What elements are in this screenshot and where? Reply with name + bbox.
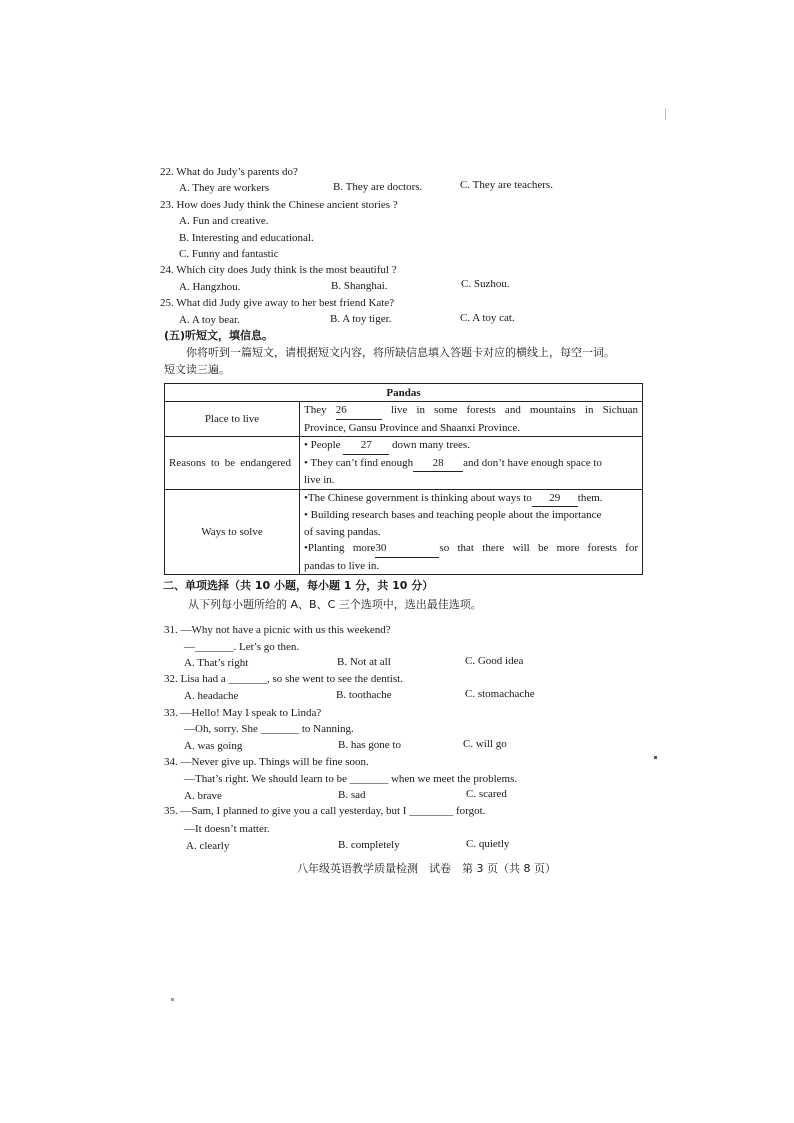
option-b: B. toothache (336, 689, 392, 701)
option-c: C. Suzhou. (461, 278, 510, 290)
option-c: C. Funny and fantastic (179, 248, 279, 260)
question-stem: 24. Which city does Judy think is the most beautiful ? (160, 264, 397, 276)
row-content (300, 489, 643, 575)
section-instruction: 短文读三遍。 (164, 363, 230, 376)
text-line: of saving pandas. (304, 525, 381, 538)
scan-speck (665, 108, 666, 120)
option-c: C. stomachache (465, 688, 535, 700)
option-c: C. will go (463, 738, 507, 750)
text-after: so that there will be more forests for (439, 542, 638, 554)
table-row (165, 402, 643, 437)
section-instruction: 从下列每小题所给的 A、B、C 三个选项中，选出最佳选项。 (188, 598, 482, 611)
option-c: C. They are teachers. (460, 179, 553, 191)
text-line: Province, Gansu Province and Shaanxi Province. (304, 421, 520, 434)
section-title: 二、单项选择（共 10 小题，每小题 1 分，共 10 分） (163, 579, 434, 592)
option-a: A. brave (184, 790, 222, 802)
text-before: •Planting more (304, 542, 376, 554)
option-a: A. was going (184, 740, 243, 752)
table-row (165, 489, 643, 575)
row-content (300, 437, 643, 490)
text-before: •The Chinese government is thinking about ways to (304, 491, 532, 504)
option-c: C. Good idea (465, 655, 524, 667)
question-stem: 25. What did Judy give away to her best friend Kate? (160, 297, 395, 309)
blank-30: 30 (375, 540, 439, 558)
option-c: C. quietly (466, 838, 510, 850)
option-b: B. They are doctors. (333, 181, 423, 193)
option-a: A. clearly (186, 840, 230, 852)
question-stem: 34. —Never give up. Things will be fine soon. (164, 756, 369, 768)
option-a: A. That’s right (184, 657, 249, 669)
option-a: A. Fun and creative. (179, 215, 269, 227)
option-a: A. headache (184, 690, 239, 702)
page-footer: 八年级英语教学质量检测 试卷 第 3 页（共 8 页） (297, 862, 556, 875)
text-after: them. (577, 491, 603, 504)
text-after: down many trees. (392, 439, 470, 451)
blank-29: 29 (532, 490, 578, 508)
option-b: B. Interesting and educational. (179, 232, 314, 244)
option-c: C. scared (466, 788, 507, 800)
option-b: B. A toy tiger. (330, 313, 392, 325)
table-heading: Pandas (165, 384, 643, 402)
option-a: A. Hangzhou. (179, 281, 241, 293)
section-title: (五)听短文，填信息。 (164, 329, 274, 342)
text-before: • People (304, 439, 341, 451)
row-content (300, 402, 643, 437)
question-stem: 35. —Sam, I planned to give you a call yesterday, but I ________ forgot. (164, 805, 486, 817)
option-b: B. completely (338, 839, 400, 851)
question-stem: 32. Lisa had a _______, so she went to see the dentist. (164, 673, 403, 685)
text-line: pandas to live in. (304, 559, 380, 572)
option-c: C. A toy cat. (460, 312, 515, 324)
option-b: B. Not at all (337, 656, 391, 668)
question-stem: 23. How does Judy think the Chinese ancient stories ? (160, 199, 398, 211)
table-row (165, 437, 643, 490)
option-b: B. Shanghai. (331, 280, 388, 292)
question-stem: 33. —Hello! May I speak to Linda? (164, 707, 322, 719)
blank-26: 26 (336, 402, 382, 420)
text-line: live in. (304, 474, 335, 486)
text-before: They (304, 404, 327, 416)
question-stem: 22. What do Judy’s parents do? (160, 166, 298, 178)
row-label: Place to live (165, 402, 300, 437)
blank-27: 27 (343, 437, 389, 455)
question-stem-line: —Oh, sorry. She _______ to Nanning. (184, 723, 354, 735)
question-stem-line: —That’s right. We should learn to be _______ when we meet the problems. (184, 773, 518, 785)
question-stem: 31. —Why not have a picnic with us this weekend? (164, 624, 391, 636)
text-before: • They can’t find enough (304, 456, 414, 469)
option-a: A. A toy bear. (179, 314, 240, 326)
option-b: B. has gone to (338, 739, 401, 751)
blank-28: 28 (413, 455, 463, 473)
question-stem-line: —_______. Let’s go then. (184, 641, 300, 653)
question-stem-line: —It doesn’t matter. (184, 823, 270, 835)
row-label: Reasons to be endangered (169, 456, 291, 469)
scan-speck (654, 756, 657, 759)
option-b: B. sad (338, 789, 366, 801)
text-after: and don’t have enough space to (463, 456, 602, 469)
pandas-info-table (164, 383, 643, 575)
text-line: • Building research bases and teaching people about the importance (304, 509, 602, 521)
row-label: Ways to solve (165, 489, 300, 575)
section-instruction: 你将听到一篇短文，请根据短文内容，将所缺信息填入答题卡对应的横线上，每空一词。 (186, 346, 615, 359)
scan-speck (171, 998, 174, 1001)
option-a: A. They are workers (179, 182, 270, 194)
text-after: live in some forests and mountains in Sichuan (390, 404, 639, 416)
